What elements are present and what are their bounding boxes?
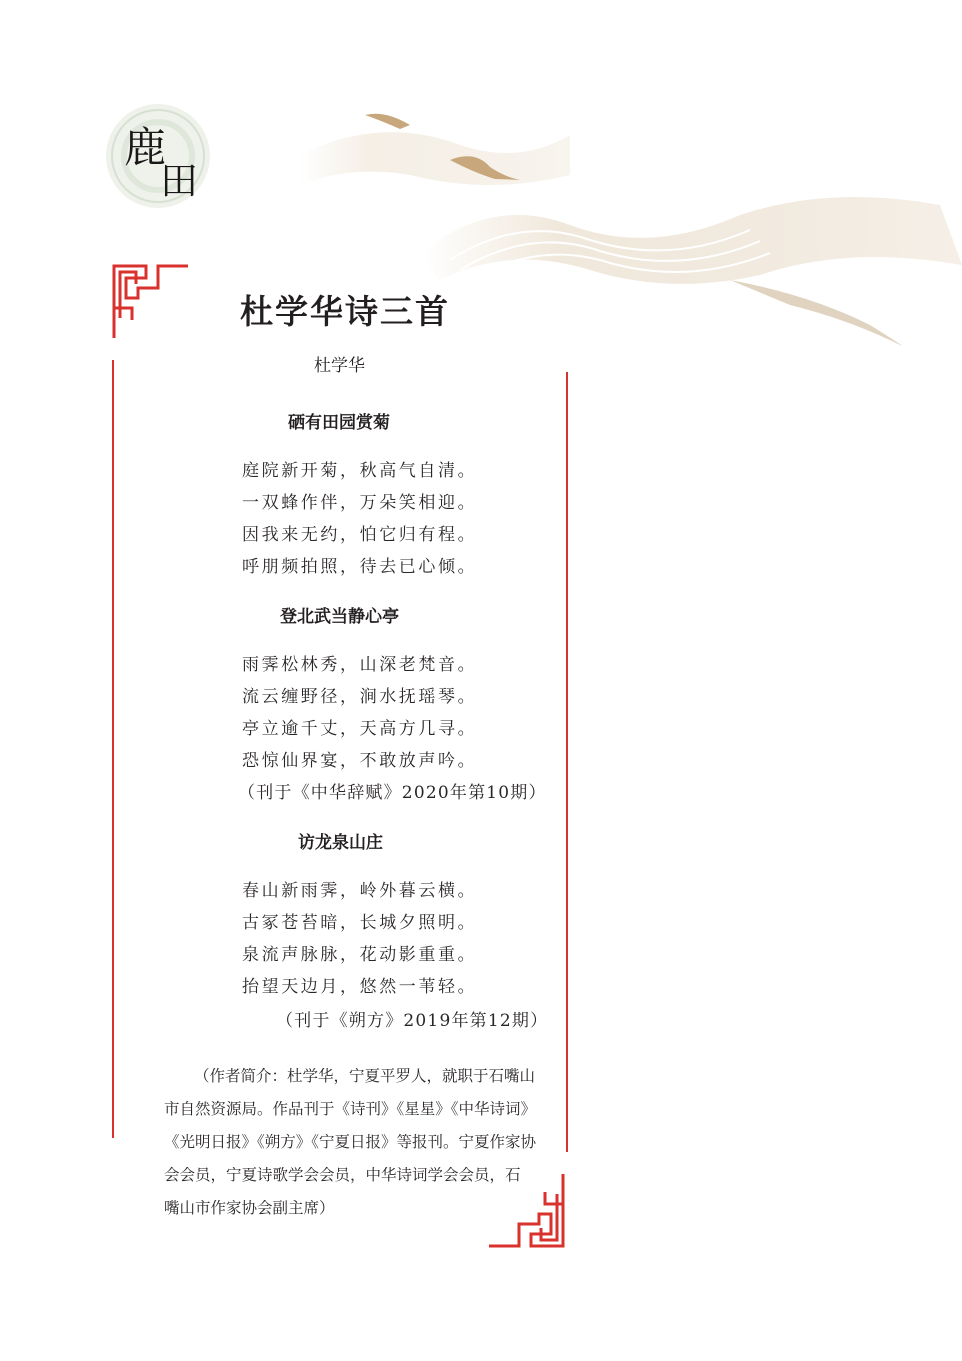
corner-ornament-top-left — [106, 258, 190, 340]
article-title: 杜学华诗三首 — [240, 292, 450, 331]
poem-title: 硒有田园赏菊 — [288, 413, 390, 433]
author-bio — [164, 1060, 537, 1225]
seal-char-bottom: 田 — [160, 159, 199, 203]
poem-title: 登北武当静心亭 — [280, 607, 399, 627]
poem-line: 抬望天边月，悠然一苇轻。 — [242, 977, 478, 997]
poem-title: 访龙泉山庄 — [298, 833, 383, 853]
poem-source: （刊于《中华辞赋》2020年第10期） — [238, 783, 547, 803]
seal-logo — [104, 102, 212, 210]
poem-source: （刊于《朔方》2019年第12期） — [276, 1011, 549, 1031]
poem-line: 春山新雨霁，岭外暮云横。 — [242, 881, 478, 901]
poem-line: 泉流声脉脉，花动影重重。 — [242, 945, 478, 965]
frame-line-left — [112, 360, 114, 1138]
bio-line: （作者简介：杜学华，宁夏平罗人，就职于石嘴山 — [194, 1067, 536, 1085]
poem-line: 一双蜂作伴，万朵笑相迎。 — [242, 493, 478, 513]
bio-line: 会会员，宁夏诗歌学会会员，中华诗词学会会员，石 — [164, 1166, 521, 1184]
poem-line: 庭院新开菊，秋高气自清。 — [242, 461, 478, 481]
article-author: 杜学华 — [314, 356, 365, 376]
poem-line: 古冢苍苔暗，长城夕照明。 — [242, 913, 478, 933]
poem-line: 呼朋频拍照，待去已心倾。 — [242, 557, 478, 577]
seal-char-top: 鹿 — [124, 123, 167, 172]
bio-line: 《光明日报》《朔方》《宁夏日报》等报刊。宁夏作家协 — [164, 1133, 537, 1151]
poem-line: 亭立逾千丈，天高方几寻。 — [242, 719, 478, 739]
frame-line-right — [566, 372, 568, 1152]
poem-line: 恐惊仙界宴，不敢放声吟。 — [242, 751, 478, 771]
poem-line: 雨霁松林秀，山深老梵音。 — [242, 655, 478, 675]
bio-line: 市自然资源局。作品刊于《诗刊》《星星》《中华诗词》 — [164, 1100, 537, 1118]
bio-line: 嘴山市作家协会副主席） — [164, 1199, 335, 1217]
poem-line: 因我来无约，怕它归有程。 — [242, 525, 478, 545]
poem-line: 流云缠野径，涧水抚瑶琴。 — [242, 687, 478, 707]
